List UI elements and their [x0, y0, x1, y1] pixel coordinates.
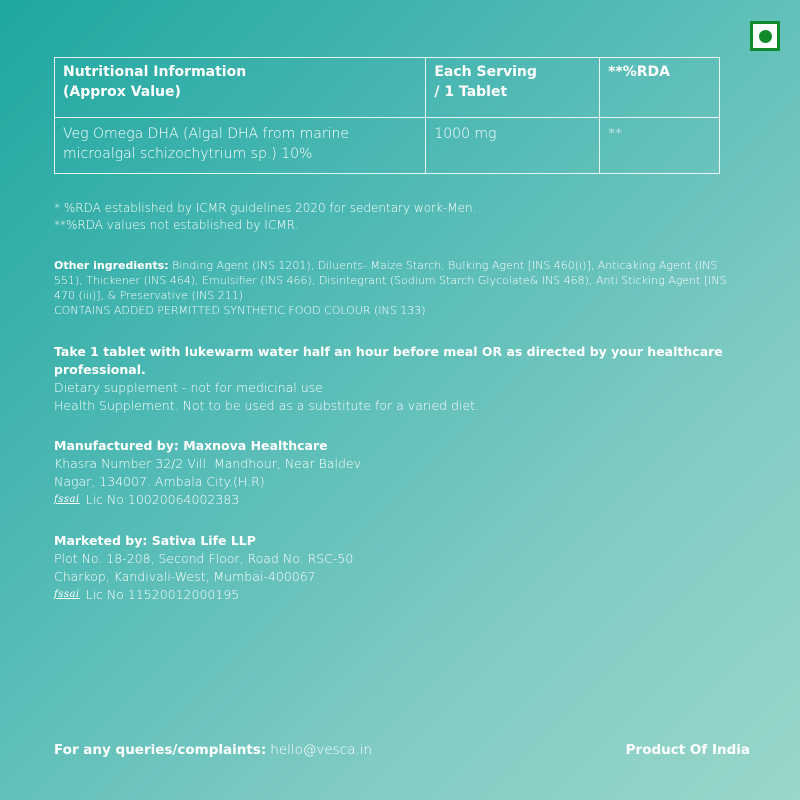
- food-colour-notice: CONTAINS ADDED PERMITTED SYNTHETIC FOOD COLOUR (INS 133): [54, 304, 426, 317]
- veg-symbol-icon: [750, 21, 780, 51]
- veg-dot: [759, 30, 772, 43]
- table-row: [55, 118, 720, 174]
- cell-amount: 1000 mg: [426, 118, 600, 174]
- health-supplement-note: Health Supplement. Not to be used as a substitute for a varied diet.: [54, 398, 480, 413]
- marketer-license: [54, 586, 734, 604]
- header-rda: **%RDA: [600, 58, 720, 118]
- manufacturer-heading: Manufactured by: Maxnova Healthcare: [54, 438, 328, 453]
- fssai-logo-icon: fssai: [54, 589, 80, 600]
- manufacturer-license-number: Lic No 10020064002383: [85, 492, 240, 507]
- rda-note-1: * %RDA established by ICMR guidelines 2020 for sedentary work-Men.: [54, 201, 477, 215]
- queries-label: For any queries/complaints:: [54, 742, 267, 758]
- cell-rda: **: [600, 118, 720, 174]
- nutrition-table: [54, 57, 720, 174]
- manufacturer-address-2: Nagar, 134007. Ambala City.(H.R): [54, 474, 265, 489]
- ingredients-list: Binding Agent (INS 1201), Diluents- Maize Starch, Bulking Agent [INS 460(i)], Anticaking Agent (INS 551), Thickener (INS 464), Emulsifier (INS 466), Disintegrant (Sodium Starch Glycolate& INS 468), Anti Sticking Agent [INS 470 (iii)], & Preservative (INS 211): [54, 259, 727, 302]
- header-nutritional-info: Nutritional Information (Approx Value): [55, 58, 426, 118]
- rda-note-2: **%RDA values not established by ICMR.: [54, 218, 299, 232]
- product-origin: Product Of India: [625, 742, 750, 758]
- marketer-heading: Marketed by: Sativa Life LLP: [54, 533, 256, 548]
- cell-ingredient: Veg Omega DHA (Algal DHA from marine microalgal schizochytrium sp.) 10%: [55, 118, 426, 174]
- contact-email[interactable]: hello@vesca.in: [270, 742, 372, 758]
- table-header-row: [55, 58, 720, 118]
- manufacturer-info: [54, 437, 734, 509]
- dosage-direction: Take 1 tablet with lukewarm water half an hour before meal OR as directed by your healthcare professional.: [54, 344, 723, 377]
- marketer-license-number: Lic No 11520012000195: [85, 587, 240, 602]
- marketer-address-2: Charkop, Kandivali-West, Mumbai-400067: [54, 569, 316, 584]
- manufacturer-address-1: Khasra Number 32/2 Vill. Mandhour, Near Baldev: [54, 456, 361, 471]
- header-each-serving: Each Serving / 1 Tablet: [426, 58, 600, 118]
- manufacturer-license: [54, 491, 734, 509]
- rda-notes: [54, 200, 734, 234]
- ingredients-text: [54, 258, 734, 303]
- other-ingredients: [54, 258, 734, 318]
- marketer-address-1: Plot No. 18-208, Second Floor, Road No. RSC-50: [54, 551, 354, 566]
- usage-directions: [54, 343, 734, 415]
- marketer-info: [54, 532, 734, 604]
- ingredients-label: Other ingredients:: [54, 259, 169, 272]
- fssai-logo-icon: fssai: [54, 494, 80, 505]
- queries-contact: [54, 742, 372, 758]
- dietary-supplement-note: Dietary supplement - not for medicinal use: [54, 380, 323, 395]
